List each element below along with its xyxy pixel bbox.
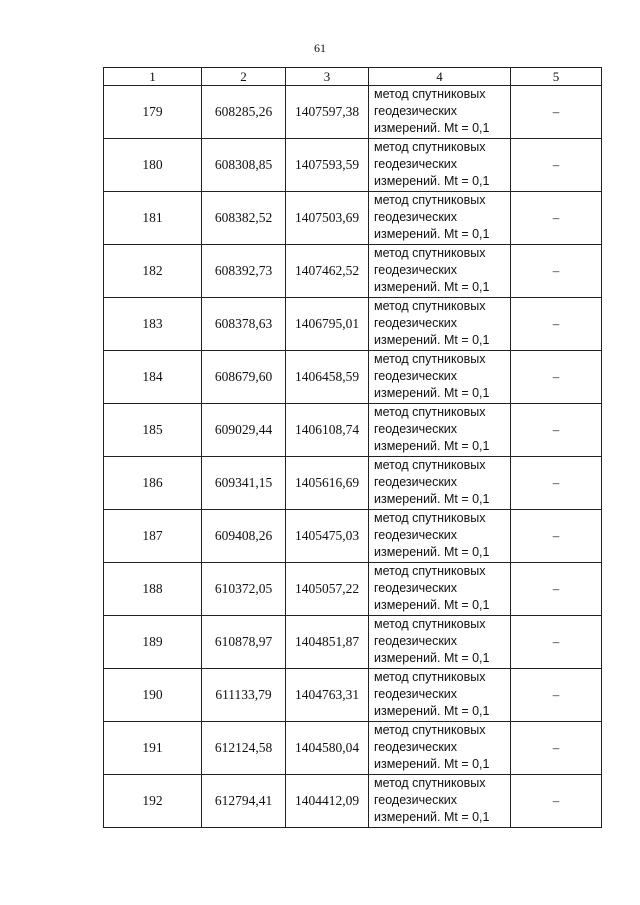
table-row <box>104 86 602 139</box>
x-coordinate-cell: 612794,41 <box>202 775 286 828</box>
note-cell: – <box>511 510 602 563</box>
header-col-2: 2 <box>202 68 286 86</box>
x-coordinate-cell: 610372,05 <box>202 563 286 616</box>
x-coordinate-cell: 611133,79 <box>202 669 286 722</box>
method-text-line: измерений. Mt = 0,1 <box>374 280 490 294</box>
method-text-line: измерений. Mt = 0,1 <box>374 757 490 771</box>
method-text-line: измерений. Mt = 0,1 <box>374 492 490 506</box>
table-row <box>104 457 602 510</box>
table-header-row <box>104 68 602 86</box>
note-cell: – <box>511 563 602 616</box>
y-coordinate-cell: 1407503,69 <box>286 192 369 245</box>
method-text-line: измерений. Mt = 0,1 <box>374 333 490 347</box>
point-number-cell: 190 <box>104 669 202 722</box>
header-col-4: 4 <box>369 68 511 86</box>
y-coordinate-cell: 1406458,59 <box>286 351 369 404</box>
method-text-line: геодезических <box>374 369 458 383</box>
method-text-line: геодезических <box>374 157 458 171</box>
method-text-line: измерений. Mt = 0,1 <box>374 439 490 453</box>
method-text-line: измерений. Mt = 0,1 <box>374 810 490 824</box>
y-coordinate-cell: 1404763,31 <box>286 669 369 722</box>
method-cell <box>369 616 511 669</box>
note-cell: – <box>511 722 602 775</box>
method-text-line: геодезических <box>374 104 458 118</box>
x-coordinate-cell: 612124,58 <box>202 722 286 775</box>
method-cell <box>369 404 511 457</box>
table-row <box>104 351 602 404</box>
note-cell: – <box>511 192 602 245</box>
header-col-1: 1 <box>104 68 202 86</box>
header-col-5: 5 <box>511 68 602 86</box>
x-coordinate-cell: 608378,63 <box>202 298 286 351</box>
point-number-cell: 182 <box>104 245 202 298</box>
y-coordinate-cell: 1407597,38 <box>286 86 369 139</box>
point-number-cell: 187 <box>104 510 202 563</box>
note-cell: – <box>511 404 602 457</box>
y-coordinate-cell: 1405057,22 <box>286 563 369 616</box>
method-text-line: метод спутниковых <box>374 458 486 472</box>
table-row <box>104 404 602 457</box>
method-text-line: геодезических <box>374 581 458 595</box>
table-row <box>104 245 602 298</box>
point-number-cell: 192 <box>104 775 202 828</box>
y-coordinate-cell: 1406108,74 <box>286 404 369 457</box>
x-coordinate-cell: 609029,44 <box>202 404 286 457</box>
method-text-line: измерений. Mt = 0,1 <box>374 121 490 135</box>
method-text-line: измерений. Mt = 0,1 <box>374 704 490 718</box>
point-number-cell: 189 <box>104 616 202 669</box>
point-number-cell: 191 <box>104 722 202 775</box>
method-text-line: геодезических <box>374 793 458 807</box>
method-text-line: метод спутниковых <box>374 564 486 578</box>
note-cell: – <box>511 616 602 669</box>
method-text-line: метод спутниковых <box>374 299 486 313</box>
table-row <box>104 139 602 192</box>
method-text-line: геодезических <box>374 263 458 277</box>
method-cell <box>369 298 511 351</box>
point-number-cell: 181 <box>104 192 202 245</box>
method-cell <box>369 510 511 563</box>
x-coordinate-cell: 610878,97 <box>202 616 286 669</box>
method-cell <box>369 192 511 245</box>
method-text-line: геодезических <box>374 475 458 489</box>
method-text-line: измерений. Mt = 0,1 <box>374 545 490 559</box>
method-text-line: измерений. Mt = 0,1 <box>374 227 490 241</box>
method-text-line: метод спутниковых <box>374 87 486 101</box>
method-text-line: геодезических <box>374 528 458 542</box>
method-text-line: измерений. Mt = 0,1 <box>374 651 490 665</box>
note-cell: – <box>511 86 602 139</box>
table-row <box>104 669 602 722</box>
table-row <box>104 510 602 563</box>
method-text-line: метод спутниковых <box>374 193 486 207</box>
note-cell: – <box>511 351 602 404</box>
x-coordinate-cell: 608392,73 <box>202 245 286 298</box>
x-coordinate-cell: 608308,85 <box>202 139 286 192</box>
method-cell <box>369 351 511 404</box>
method-cell <box>369 669 511 722</box>
y-coordinate-cell: 1406795,01 <box>286 298 369 351</box>
table-row <box>104 775 602 828</box>
method-text-line: метод спутниковых <box>374 511 486 525</box>
x-coordinate-cell: 608679,60 <box>202 351 286 404</box>
method-text-line: измерений. Mt = 0,1 <box>374 598 490 612</box>
coordinates-table <box>103 67 602 828</box>
method-text-line: геодезических <box>374 422 458 436</box>
x-coordinate-cell: 609408,26 <box>202 510 286 563</box>
x-coordinate-cell: 608285,26 <box>202 86 286 139</box>
method-cell <box>369 563 511 616</box>
method-text-line: метод спутниковых <box>374 140 486 154</box>
y-coordinate-cell: 1407462,52 <box>286 245 369 298</box>
method-cell <box>369 245 511 298</box>
method-cell <box>369 457 511 510</box>
method-text-line: геодезических <box>374 687 458 701</box>
table-row <box>104 563 602 616</box>
method-text-line: метод спутниковых <box>374 617 486 631</box>
method-text-line: метод спутниковых <box>374 405 486 419</box>
y-coordinate-cell: 1405616,69 <box>286 457 369 510</box>
method-cell <box>369 86 511 139</box>
table-body <box>104 86 602 828</box>
method-text-line: метод спутниковых <box>374 352 486 366</box>
point-number-cell: 188 <box>104 563 202 616</box>
table-row <box>104 616 602 669</box>
point-number-cell: 179 <box>104 86 202 139</box>
method-text-line: измерений. Mt = 0,1 <box>374 386 490 400</box>
y-coordinate-cell: 1407593,59 <box>286 139 369 192</box>
point-number-cell: 185 <box>104 404 202 457</box>
method-text-line: геодезических <box>374 634 458 648</box>
method-text-line: метод спутниковых <box>374 670 486 684</box>
point-number-cell: 186 <box>104 457 202 510</box>
table-row <box>104 192 602 245</box>
y-coordinate-cell: 1405475,03 <box>286 510 369 563</box>
header-col-3: 3 <box>286 68 369 86</box>
method-text-line: метод спутниковых <box>374 246 486 260</box>
method-text-line: геодезических <box>374 316 458 330</box>
method-cell <box>369 139 511 192</box>
note-cell: – <box>511 298 602 351</box>
note-cell: – <box>511 457 602 510</box>
point-number-cell: 180 <box>104 139 202 192</box>
y-coordinate-cell: 1404412,09 <box>286 775 369 828</box>
table-row <box>104 722 602 775</box>
x-coordinate-cell: 608382,52 <box>202 192 286 245</box>
method-cell <box>369 775 511 828</box>
x-coordinate-cell: 609341,15 <box>202 457 286 510</box>
note-cell: – <box>511 245 602 298</box>
note-cell: – <box>511 775 602 828</box>
table-row <box>104 298 602 351</box>
y-coordinate-cell: 1404851,87 <box>286 616 369 669</box>
page-number: 61 <box>314 41 326 55</box>
point-number-cell: 184 <box>104 351 202 404</box>
note-cell: – <box>511 669 602 722</box>
method-text-line: метод спутниковых <box>374 723 486 737</box>
y-coordinate-cell: 1404580,04 <box>286 722 369 775</box>
method-cell <box>369 722 511 775</box>
point-number-cell: 183 <box>104 298 202 351</box>
method-text-line: измерений. Mt = 0,1 <box>374 174 490 188</box>
method-text-line: метод спутниковых <box>374 776 486 790</box>
method-text-line: геодезических <box>374 740 458 754</box>
method-text-line: геодезических <box>374 210 458 224</box>
note-cell: – <box>511 139 602 192</box>
